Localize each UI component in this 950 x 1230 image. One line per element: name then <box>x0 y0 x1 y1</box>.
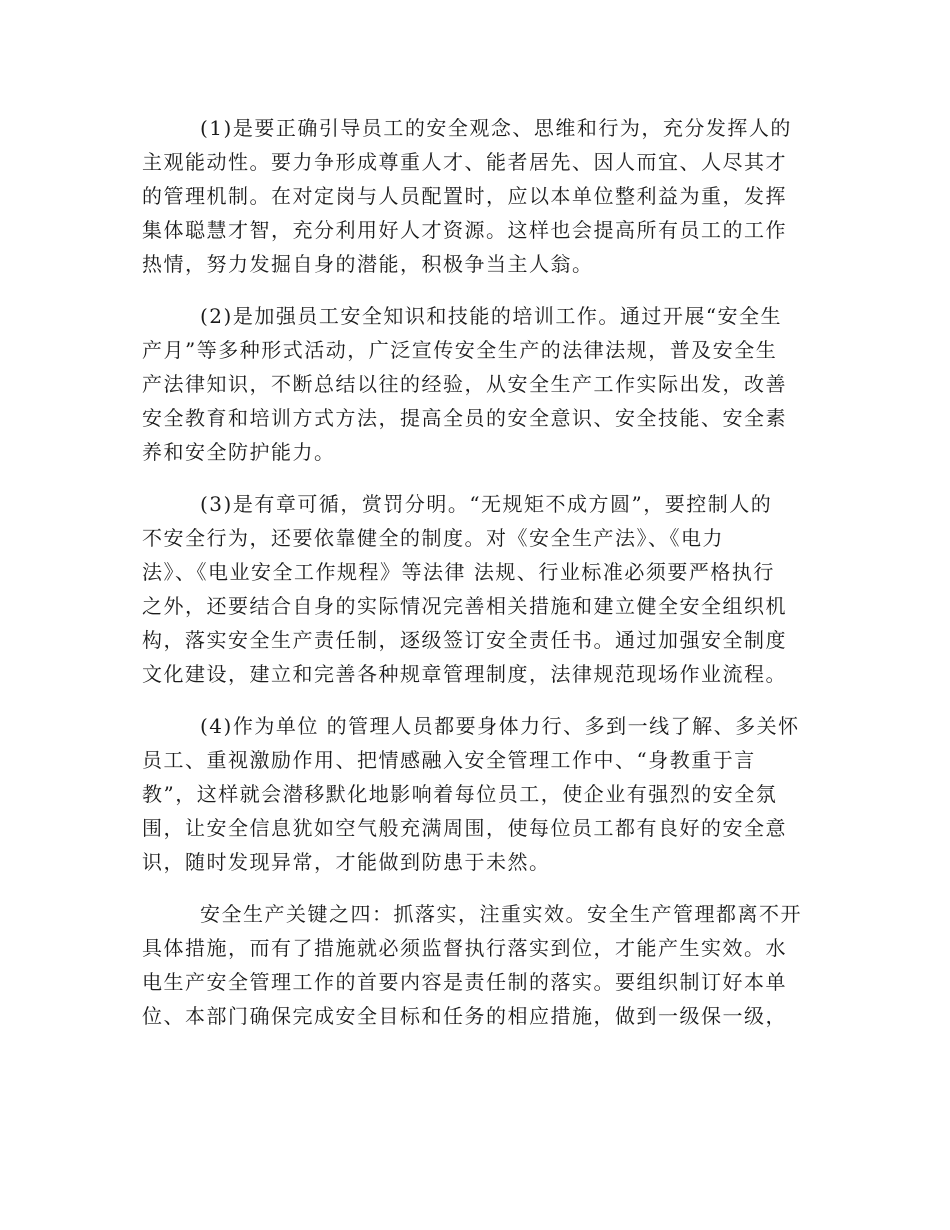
text-line: 之外，还要结合自身的实际情况完善相关措施和建立健全安全组织机 <box>142 594 787 618</box>
text-line: 安全教育和培训方式方法，提高全员的安全意识、安全技能、安全素 <box>142 406 787 430</box>
paragraph-3 <box>142 487 812 691</box>
text-line: 构，落实安全生产责任制，逐级签订安全责任书。通过加强安全制度 <box>142 628 787 652</box>
text-line: 热情，努力发掘自身的潜能，积极争当主人翁。 <box>142 252 594 276</box>
text-line: 不安全行为，还要依靠健全的制度。对《安全生产法》、《电力 <box>142 526 724 550</box>
text-line: 识，随时发现异常，才能做到防患于未然。 <box>142 850 551 874</box>
paragraph-4 <box>142 709 812 879</box>
text-line: (4)作为单位 的管理人员都要身体力行、多到一线了解、多关怀 <box>200 714 800 738</box>
text-line: 产月”等多种形式活动，广泛宣传安全生产的法律法规，普及安全生 <box>142 338 778 362</box>
text-line: 安全生产关键之四：抓落实，注重实效。安全生产管理都离不开 <box>200 902 802 926</box>
text-line: 法》、《电业安全工作规程》等法律 法规、行业标准必须要严格执行 <box>142 560 775 584</box>
text-line: 主观能动性。要力争形成尊重人才、能者居先、因人而宜、人尽其才 <box>142 150 787 174</box>
text-line: 养和安全防护能力。 <box>142 440 336 464</box>
text-line: (1)是要正确引导员工的安全观念、思维和行为，充分发挥人的 <box>200 116 792 140</box>
paragraph-5 <box>142 897 812 1033</box>
text-line: 教”，这样就会潜移默化地影响着每位员工，使企业有强烈的安全氛 <box>142 782 778 806</box>
paragraph-1 <box>142 111 812 281</box>
text-line: 文化建设，建立和完善各种规章管理制度，法律规范现场作业流程。 <box>142 662 787 686</box>
text-line: 围，让安全信息犹如空气般充满周围，使每位员工都有良好的安全意 <box>142 816 787 840</box>
text-line: 集体聪慧才智，充分利用好人才资源。这样也会提高所有员工的工作 <box>142 218 787 242</box>
text-line: 位、本部门确保完成安全目标和任务的相应措施，做到一级保一级， <box>142 1004 787 1028</box>
text-line: 员工、重视激励作用、把情感融入安全管理工作中、“身教重于言 <box>142 748 756 772</box>
text-line: 的管理机制。在对定岗与人员配置时，应以本单位整利益为重，发挥 <box>142 184 787 208</box>
paragraph-2 <box>142 299 812 469</box>
text-line: (2)是加强员工安全知识和技能的培训工作。通过开展“安全生 <box>200 304 783 328</box>
text-line: (3)是有章可循，赏罚分明。“无规矩不成方圆”，要控制人的 <box>200 492 773 516</box>
text-line: 产法律知识，不断总结以往的经验，从安全生产工作实际出发，改善 <box>142 372 787 396</box>
text-line: 具体措施，而有了措施就必须监督执行落实到位，才能产生实效。水 <box>142 936 787 960</box>
text-line: 电生产安全管理工作的首要内容是责任制的落实。要组织制订好本单 <box>142 970 787 994</box>
document-body <box>142 111 812 1033</box>
